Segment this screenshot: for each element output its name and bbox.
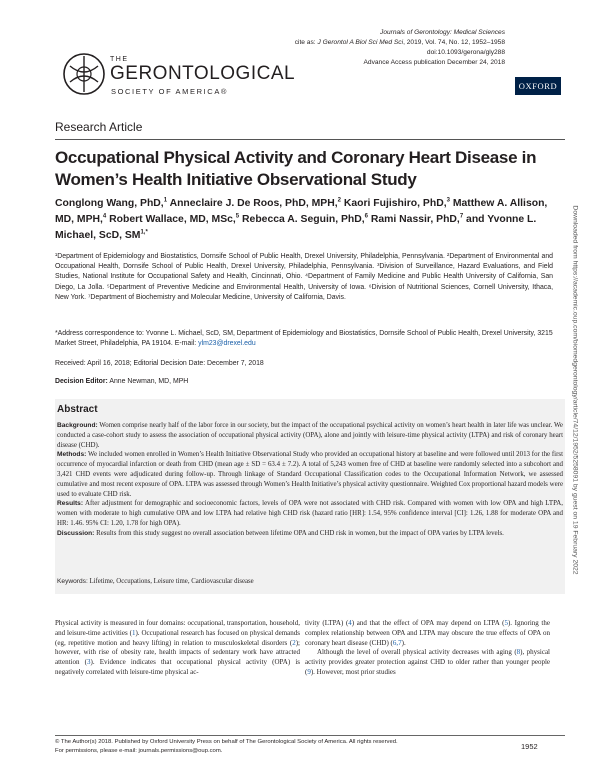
author-list: Conglong Wang, PhD,$^1$ Anneclaire J. De Roos, PhD, MPH,$^2$ Kaori Fujishiro, PhD,$^3$ Matthew A. Allison, MD, MPH,$^4$ Robert Wallace, MD, MSc,$^5$ Rebecca A. Seguin, PhD,$^6$ Rami Nassir, PhD,$^7$ and Yvonne L. Michael, ScD, $SM^{1,*}$ <box>55 197 548 241</box>
gsa-emblem-icon <box>62 52 106 96</box>
abstract-body <box>57 421 563 539</box>
gsa-logo[interactable] <box>62 50 296 102</box>
author: Matthew A. Allison, MD, MPH, <box>55 198 548 225</box>
section-label: Research Article <box>55 120 143 134</box>
page-number: 1952 <box>521 742 538 751</box>
abstract-methods: Methods: We included women enrolled in Women’s Health Initiative Observational Study who provided an occupational history at baseline and were followed until 2013 for the first occurrence of myocardial infarction or death from CHD (mean age ± SD = 63.4 ± 7.2). A total of 5,243 women free of CHD at baseline were randomly selected into a subcohort and 3,421 CHD events were adjudicated during follow-up. Through linkage of Standard Occupational Classification codes to the Occupational Information Network, we assessed cumulative and most recent exposure of OPA. LTPA was assessed through Women’s Health Initiative’s physical activity questionnaire. Weighted Cox proportional hazard models were used to evaluate CHD risk. <box>57 451 563 498</box>
download-notice: Downloaded from https://academic.oup.com/biomedgerontology/article/74/12/1952/5258091 by guest on 19 February 2022 <box>571 205 579 575</box>
abstract-discussion: Discussion: Results from this study suggest no overall association between lifetime OPA and CHD risk in women, but the impact of OPA varies by LTPA levels. <box>57 529 504 537</box>
author: Robert Wallace, MD, MSc, <box>109 214 236 225</box>
received-dates: Received: April 16, 2018; Editorial Decision Date: December 7, 2018 <box>55 360 264 367</box>
citation-link[interactable]: 4 <box>348 619 352 627</box>
citation-link[interactable]: 6,7 <box>392 638 402 647</box>
logo-name: GERONTOLOGICAL <box>110 63 296 84</box>
oxford-badge[interactable]: OXFORD <box>515 77 561 95</box>
citation-metadata <box>295 28 505 68</box>
logo-subtitle: SOCIETY OF AMERICA® <box>111 87 229 96</box>
author: Conglong Wang, PhD, <box>55 198 164 209</box>
decision-editor: Decision Editor: Anne Newman, MD, MPH <box>55 378 189 385</box>
abstract-results: Results: After adjustment for demographic and socioeconomic factors, levels of OPA were not associated with CHD risk. Compared with women with low OPA and high LTPA, women with moderate to high cumulative OPA and low LTPA had relative high CHD risk (hazard ratio [HR]: 1.54, 95% confidence interval [CI]: 1.26, 1.88 for moderate OPA and HR: 1.46. 95% CI: 1.20, 1.78 for high OPA). <box>57 500 563 527</box>
author: and Yvonne L. Michael, ScD, SM <box>55 214 537 241</box>
advance-access: Advance Access publication December 24, 2018 <box>363 59 505 66</box>
author: Rami Nassir, PhD, <box>370 214 460 225</box>
affiliations: ¹Department of Epidemiology and Biostatistics, Dornsife School of Public Health, Drexel University, Philadelphia, Pennsylvania. ²Department of Environmental and Occupational Health, Dornsife School of Public Health, Drexel University, Philadelphia, Pennsylvania. ³Division of Surveillance, Hazard Evaluations, and Field Studies, National Institute for Occupational Safety and Health, Cincinnati, Ohio. ⁴Department of Family Medicine and Public Health University of California, San Diego, La Jolla. ⁵Department of Preventive Medicine and Environmental Health, University of Iowa. ⁶Division of Nutritional Sciences, Cornell University, Ithaca, New York. ⁷Department of Biochemistry and Molecular Medicine, University of California, Davis. <box>55 253 553 301</box>
citation-link[interactable]: 2 <box>292 638 296 647</box>
citation-link[interactable]: 9 <box>307 667 311 676</box>
author: Kaori Fujishiro, PhD, <box>343 198 447 209</box>
footer-divider <box>55 735 565 736</box>
abstract-heading: Abstract <box>57 404 98 415</box>
correspondence: *Address correspondence to: Yvonne L. Michael, ScD, SM, Department of Epidemiology and Biostatistics, Dornsife School of Public Health, Drexel University, 3215 Market Street, Philadelphia, PA 19104. E-mail: ylm23@drexel.edu <box>55 330 553 348</box>
logo-the: THE <box>110 56 129 63</box>
journal-name: Journals of Gerontology: Medical Sciences <box>380 29 505 36</box>
article-title: Occupational Physical Activity and Coronary Heart Disease in Women’s Health Initiative Observational Study <box>55 148 537 189</box>
copyright-notice: © The Author(s) 2018. Published by Oxford University Press on behalf of The Gerontological Society of America. All rights reserved. For permissions, please e-mail: journals.permissions@oup.com. <box>55 739 398 755</box>
abstract-background: Background: Women comprise nearly half of the labor force in our society, but the impact of the occupational psychical activity on women’s heart health in later life was unclear. We conducted a case-cohort study to assess the association of occupational physical activity (OPA), alone and jointly with leisure-time physical activity (LTPA) and risk of coronary heart disease (CHD). <box>57 422 563 449</box>
author: Rebecca A. Seguin, PhD, <box>242 214 365 225</box>
cite-as: cite as: J Gerontol A Biol Sci Med Sci, 2019, Vol. 74, No. 12, 1952–1958 <box>294 39 505 46</box>
citation-link[interactable]: 3 <box>86 658 91 667</box>
doi[interactable]: doi:10.1093/gerona/gly288 <box>426 49 505 56</box>
email-link[interactable]: ylm23@drexel.edu <box>198 340 256 348</box>
keywords: Keywords: Lifetime, Occupations, Leisure time, Cardiovascular disease <box>57 578 254 585</box>
citation-link[interactable]: 5 <box>504 619 508 627</box>
section-divider <box>55 139 565 140</box>
author: Anneclaire J. De Roos, PhD, MPH, <box>169 198 338 209</box>
citation-link[interactable]: 8 <box>516 648 521 657</box>
body-column-right: tivity (LTPA) (4) and that the effect of OPA may depend on LTPA (5). Ignoring the complex relationship between OPA and LTPA may obscure the true effects of OPA on coronary heart disease (CHD) (6,7). Although the level of overall physical activity decreases with aging (8), physical activity provides greater protection against CHD to older rather than younger people (9). However, most prior studies <box>305 619 550 676</box>
citation-link[interactable]: 1 <box>131 628 136 637</box>
body-column-left: Physical activity is measured in four domains: occupational, transportation, household, and leisure-time activities (1). Occupational research has focused on physical demands (eg, repetitive motion and heavy lifting) in relation to musculoskeletal disorders (2); however, with rise of obesity rate, health impacts of sedentary work have attracted attention (3). Evidence indicates that occupational physical activity (OPA) is negatively correlated with leisure-time physical ac- <box>55 619 300 676</box>
